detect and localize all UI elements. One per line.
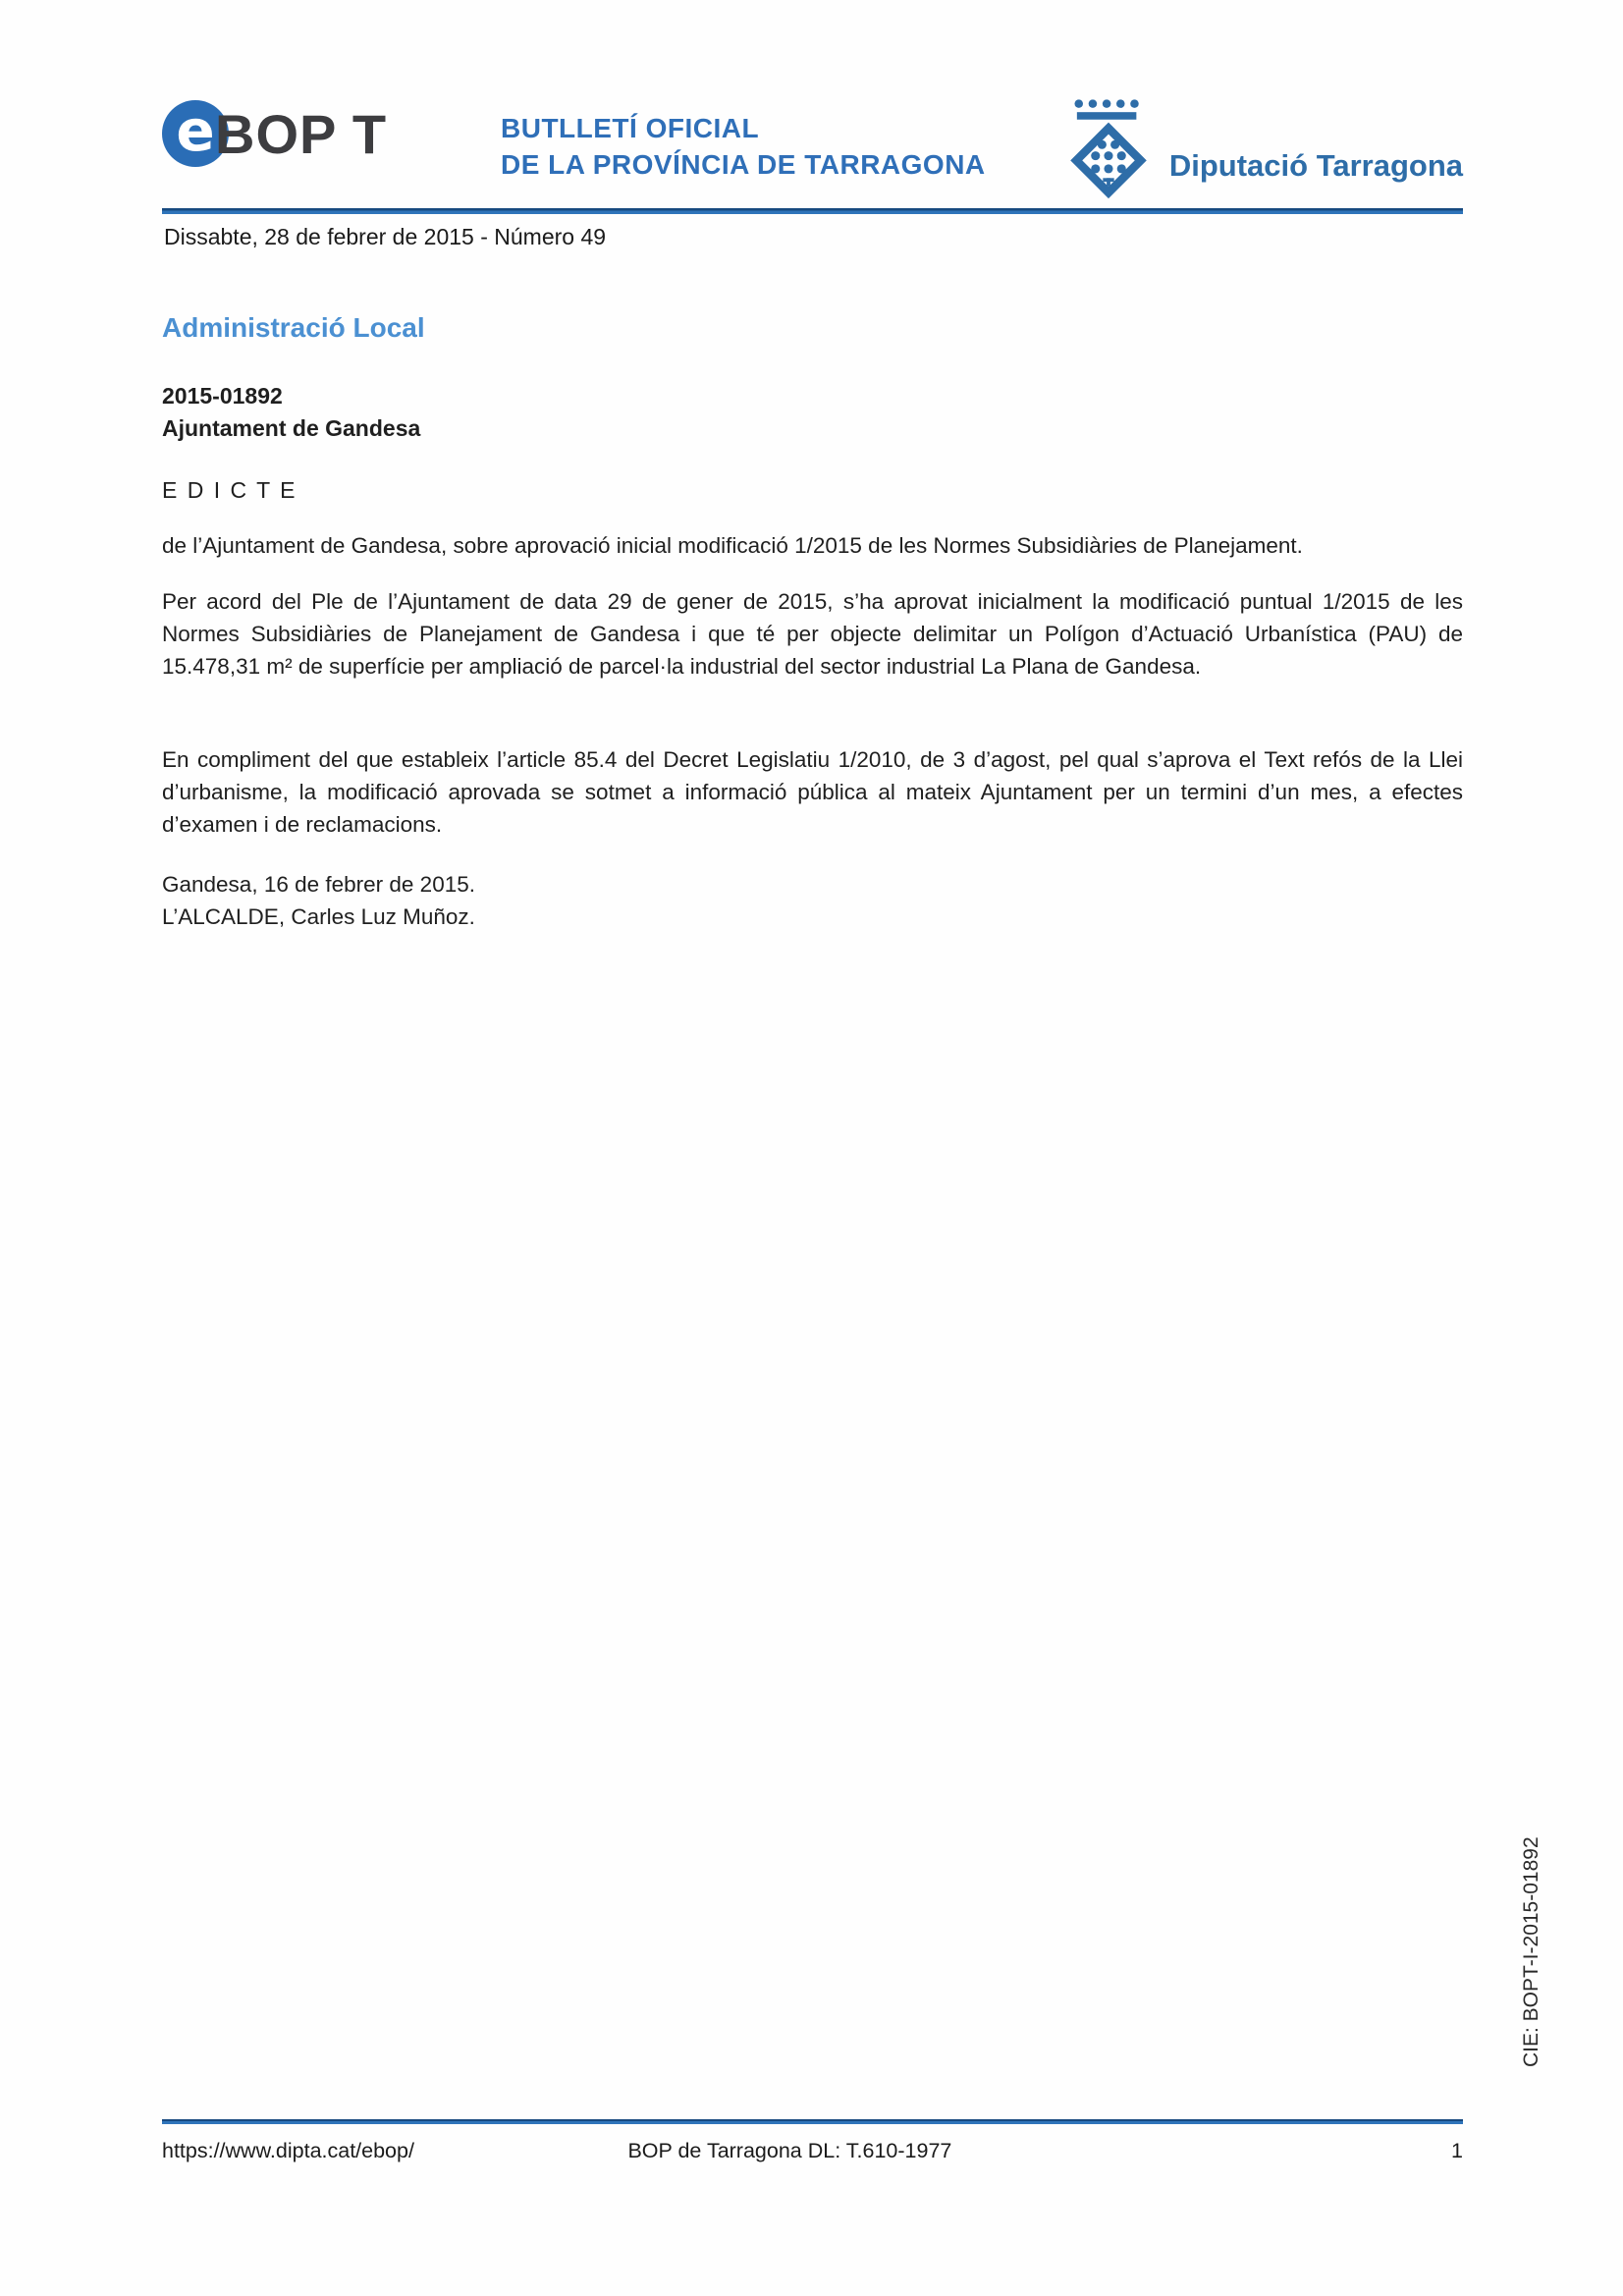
page-header (162, 98, 1463, 196)
footer-url: https://www.dipta.cat/ebop/ (162, 2139, 414, 2162)
footer-page-number: 1 (1451, 2139, 1463, 2162)
header-divider (162, 208, 1463, 214)
notice-type-heading: E D I C T E (162, 477, 298, 503)
ebop-e-icon: e (162, 100, 229, 167)
section-title: Administració Local (162, 312, 425, 343)
bulletin-title (501, 110, 986, 183)
notice-issuer: Ajuntament de Gandesa (162, 415, 421, 441)
ebop-logo (162, 97, 388, 167)
footer-deposit-legal: BOP de Tarragona DL: T.610-1977 (627, 2139, 952, 2162)
cie-registry-code: CIE: BOPT-I-2015-01892 (1520, 1836, 1542, 2067)
footer-divider (162, 2119, 1463, 2124)
notice-paragraph: En compliment del que estableix l’article 85.4 del Decret Legislatiu 1/2010, de 3 d’agost, pel qual s’aprova el Text refós de la Llei d’urbanisme, la modificació aprovada se sotmet a informació pública al mateix Ajuntament per un termini d’un mes, a efectes d’examen i de reclamacions. (162, 747, 1463, 837)
notice-subject: de l’Ajuntament de Gandesa, sobre aprovació inicial modificació 1/2015 de les Normes Subsidiàries de Planejament. (162, 533, 1303, 558)
diputacio-emblem-icon (1061, 98, 1156, 200)
notice-signature: L’ALCALDE, Carles Luz Muñoz. (162, 904, 475, 929)
bulletin-title-line1: BUTLLETÍ OFICIAL (501, 113, 760, 143)
issue-dateline: Dissabte, 28 de febrer de 2015 - Número 49 (164, 224, 607, 249)
notice-id: 2015-01892 (162, 383, 283, 409)
notice-paragraph: Per acord del Ple de l’Ajuntament de data 29 de gener de 2015, s’ha aprovat inicialment la modificació puntual 1/2015 de les Normes Subsidiàries de Planejament de Gandesa i que té per objecte delimitar un Polígon d’Actuació Urbanística (PAU) de 15.478,31 m² de superfície per ampliació de parcel·la industrial del sector industrial La Plana de Gandesa. (162, 589, 1463, 679)
bulletin-title-line2: DE LA PROVÍNCIA DE TARRAGONA (501, 149, 986, 180)
page-footer (162, 2139, 1463, 2163)
diputacio-logo (1061, 98, 1463, 200)
notice-place-date: Gandesa, 16 de febrer de 2015. (162, 872, 475, 897)
ebop-logo-text: BOP T (215, 102, 388, 165)
diputacio-label: Diputació Tarragona (1168, 148, 1463, 183)
